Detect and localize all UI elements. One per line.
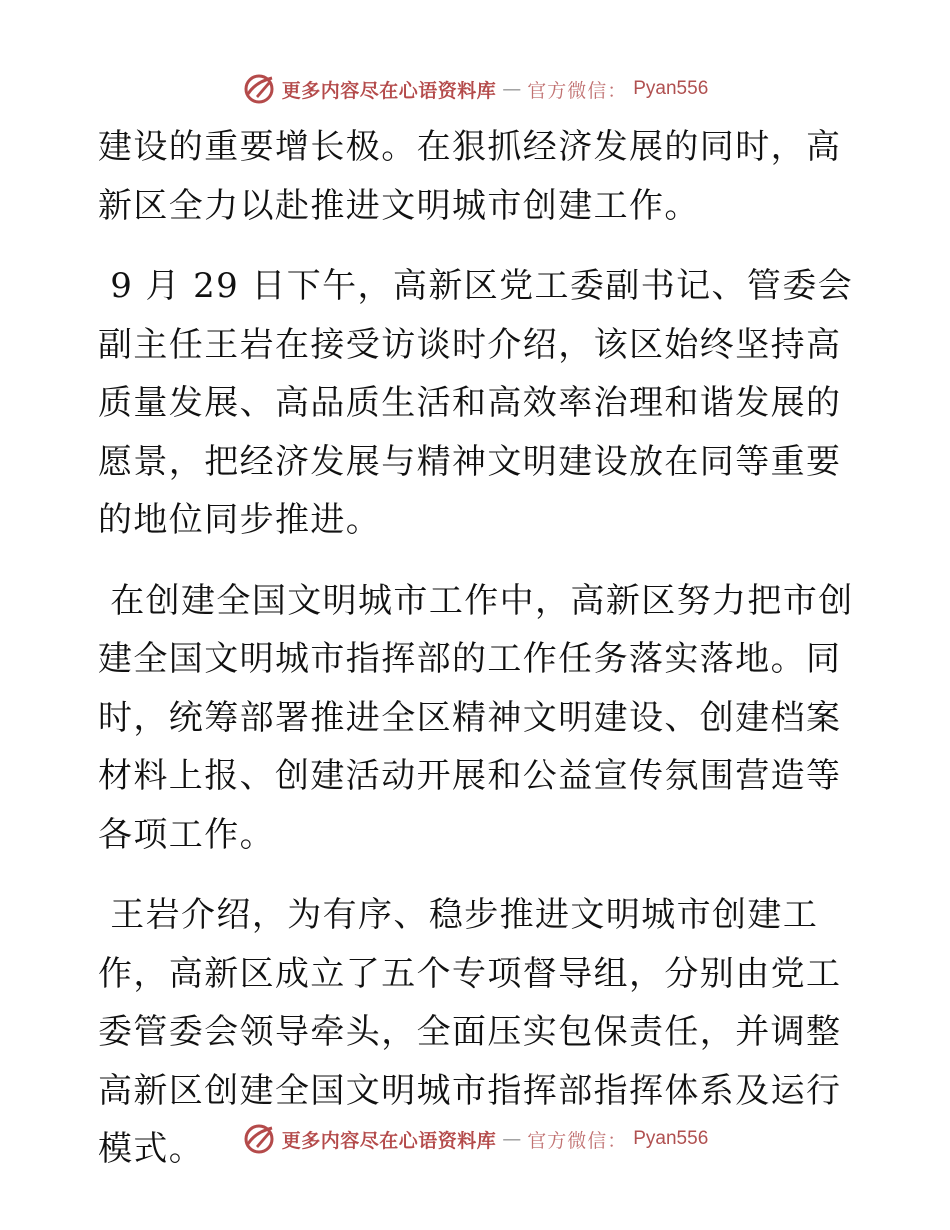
footer-banner	[0, 1122, 950, 1156]
banner-wechat-id: Pyan556	[633, 1128, 709, 1149]
banner-dash: —	[502, 78, 522, 100]
paragraph-3: 在创建全国文明城市工作中，高新区努力把市创建全国文明城市指挥部的工作任务落实落地。同时，统筹部署推进全区精神文明建设、创建档案材料上报、创建活动开展和公益宣传氛围营造等各项工作。	[98, 580, 854, 855]
banner-dash: —	[502, 1128, 522, 1150]
pen-swirl-logo-icon	[242, 1122, 276, 1156]
banner-official-label: 官方微信：	[527, 1129, 628, 1152]
header-banner	[0, 72, 950, 106]
banner-main-text: 更多内容尽在心语资料库	[281, 79, 497, 102]
banner-main-text: 更多内容尽在心语资料库	[281, 1129, 497, 1152]
banner-official-label: 官方微信：	[527, 79, 628, 102]
banner-wechat-id: Pyan556	[633, 78, 709, 99]
paragraph-2: 9 月 29 日下午，高新区党工委副书记、管委会副主任王岩在接受访谈时介绍，该区始终坚持高质量发展、高品质生活和高效率治理和谐发展的愿景，把经济发展与精神文明建设放在同等重要的地位同步推进。	[98, 266, 854, 540]
pen-swirl-logo-icon	[242, 72, 276, 106]
paragraph-1: 建设的重要增长极。在狠抓经济发展的同时，高新区全力以赴推进文明城市创建工作。	[98, 127, 842, 226]
article-body	[98, 118, 858, 1201]
paragraph-4: 王岩介绍，为有序、稳步推进文明城市创建工作，高新区成立了五个专项督导组，分别由党工委管委会领导牵头，全面压实包保责任，并调整高新区创建全国文明城市指挥部指挥体系及运行模式。	[98, 895, 842, 1169]
